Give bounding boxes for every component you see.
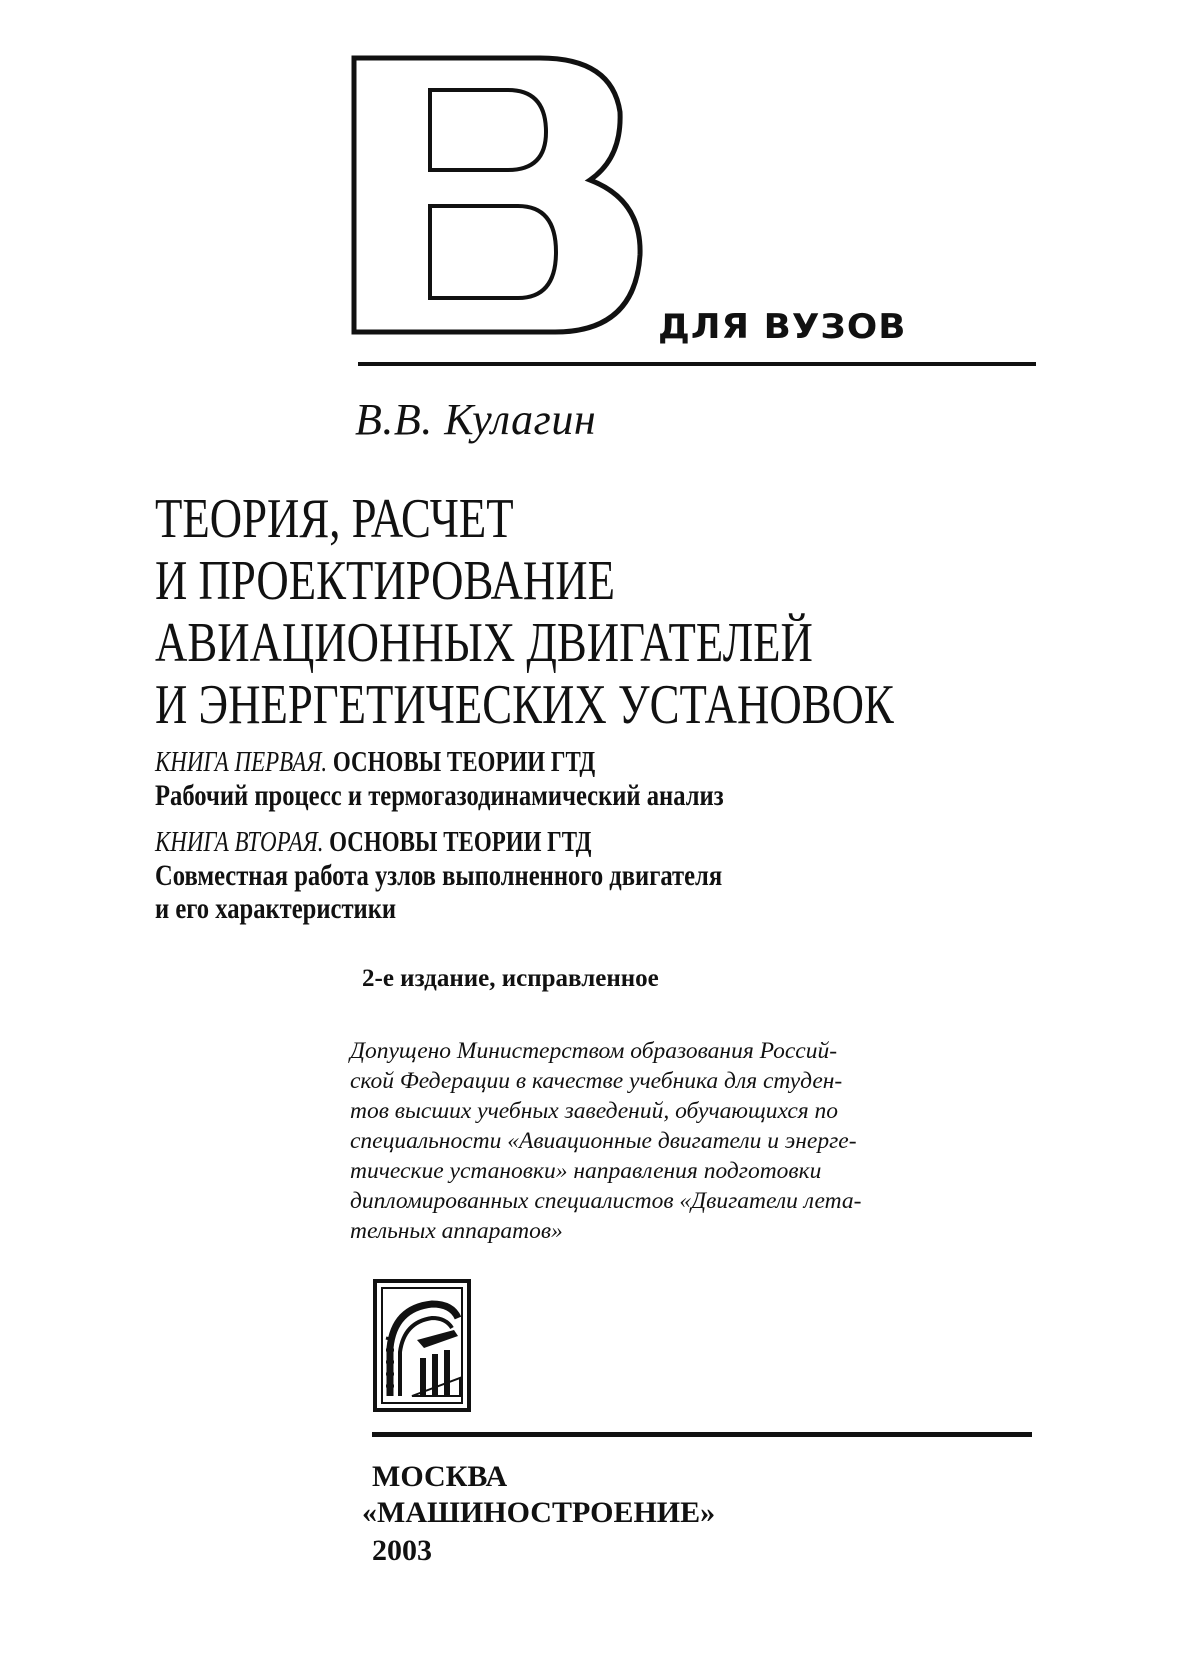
header-divider <box>358 362 1036 366</box>
approval-line: тические установки» направления подготовки <box>350 1158 822 1184</box>
book-two-name: ОСНОВЫ ТЕОРИИ ГТД <box>329 827 592 858</box>
book-two-label: КНИГА ВТОРАЯ. <box>155 827 324 858</box>
approval-line: тельных аппаратов» <box>350 1218 563 1244</box>
approval-line: тов высших учебных заведений, обучающихся по <box>350 1098 839 1124</box>
book-two-block <box>155 826 722 925</box>
book-title <box>155 488 894 736</box>
title-line: И ПРОЕКТИРОВАНИЕ <box>155 550 615 612</box>
imprint-year: 2003 <box>372 1534 432 1567</box>
imprint-city: МОСКВА <box>372 1460 508 1493</box>
approval-line: ской Федерации в качестве учебника для студен- <box>350 1068 843 1094</box>
title-line: ТЕОРИЯ, РАСЧЕТ <box>155 488 514 550</box>
approval-line: специальности «Авиационные двигатели и энерге- <box>350 1128 857 1154</box>
series-logo-b-icon <box>350 40 650 340</box>
publisher-emblem-icon <box>372 1278 472 1413</box>
title-line: И ЭНЕРГЕТИЧЕСКИХ УСТАНОВОК <box>155 674 894 736</box>
series-label: ДЛЯ ВУЗОВ <box>658 307 907 347</box>
edition-note: 2-е издание, исправленное <box>362 965 659 992</box>
approval-line: Допущено Министерством образования Россий- <box>350 1038 838 1064</box>
book-two-subtitle-line: и его характеристики <box>155 892 397 925</box>
title-line: АВИАЦИОННЫХ ДВИГАТЕЛЕЙ <box>155 612 813 674</box>
book-one-name: ОСНОВЫ ТЕОРИИ ГТД <box>332 747 596 778</box>
footer-divider <box>372 1432 1032 1437</box>
approval-line: дипломированных специалистов «Двигатели лета- <box>350 1188 862 1214</box>
book-one-label: КНИГА ПЕРВАЯ. <box>155 747 328 778</box>
book-one-block <box>155 746 724 812</box>
imprint-publisher: «МАШИНОСТРОЕНИЕ» <box>362 1496 716 1529</box>
author-name: В.В. Кулагин <box>355 395 597 444</box>
book-one-subtitle: Рабочий процесс и термогазодинамический анализ <box>155 779 724 812</box>
approval-note <box>350 1036 966 1246</box>
book-two-subtitle-line: Совместная работа узлов выполненного двигателя <box>155 859 723 892</box>
